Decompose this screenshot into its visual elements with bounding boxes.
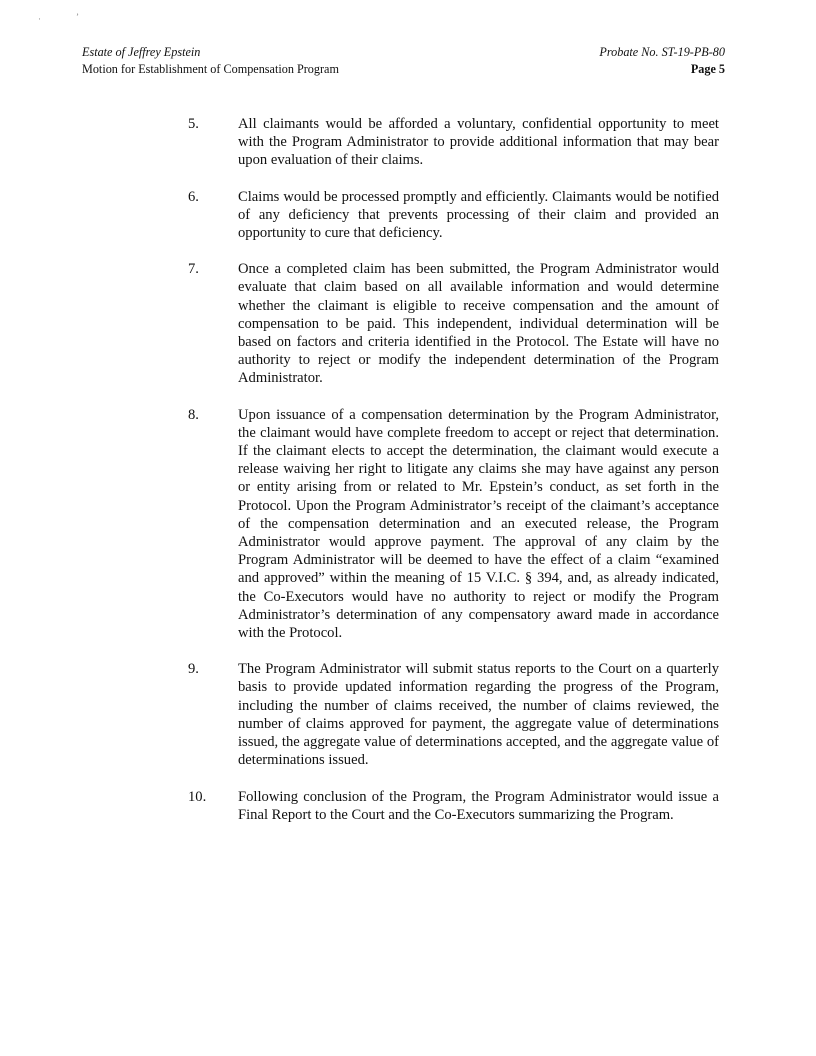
list-item	[188, 660, 719, 769]
item-text: Upon issuance of a compensation determination by the Program Administrator, the claimant would have complete freedom to accept or reject that determination. If the claimant elects to accept the determination, the claimant would execute a release waiving her right to litigate any claims she may have against any person or entity arising from or related to Mr. Epstein’s conduct, as set forth in the Protocol. Upon the Program Administrator’s receipt of the claimant’s acceptance of the compensation determination and an executed release, the Program Administrator would approve payment. The approval of any claim by the Program Administrator will be deemed to have the effect of a claim “examined and approved” within the meaning of 15 V.I.C. § 394, and, as already indicated, the Co-Executors would have no authority to reject or modify the Program Administrator’s determination of any compensatory award made in accordance with the Protocol.	[238, 406, 719, 642]
item-text: The Program Administrator will submit status reports to the Court on a quarterly basis to provide updated information regarding the progress of the Program, including the number of claims received, the number of claims reviewed, the number of claims approved for payment, the aggregate value of determinations issued, the aggregate value of determinations accepted, and the aggregate value of determinations issued.	[238, 661, 719, 769]
probate-number: Probate No. ST-19-PB-80	[599, 45, 725, 59]
item-number: 9.	[188, 661, 199, 678]
list-item	[188, 260, 719, 387]
page-number: Page 5	[690, 61, 725, 76]
document-title: Motion for Establishment of Compensation Program	[82, 61, 339, 76]
scan-mark-tick: ʼ	[76, 12, 79, 22]
item-number: 8.	[188, 406, 199, 423]
item-text: Following conclusion of the Program, the Program Administrator would issue a Final Report to the Court and the Co-Executors summarizing the Program.	[238, 788, 719, 823]
item-number: 10.	[188, 788, 207, 805]
item-text: Claims would be processed promptly and efficiently. Claimants would be notified of any deficiency that prevents processing of their claim and provided an opportunity to cure that deficiency.	[238, 188, 719, 242]
item-text: All claimants would be afforded a voluntary, confidential opportunity to meet with the Program Administrator to provide additional information that may bear upon evaluation of their claims.	[238, 116, 719, 169]
item-number: 7.	[188, 261, 199, 278]
list-item	[188, 788, 719, 824]
header-left	[82, 44, 339, 77]
list-item	[188, 115, 719, 170]
page-header	[82, 44, 725, 84]
numbered-list	[188, 115, 719, 842]
item-number: 5.	[188, 116, 199, 132]
item-text: Once a completed claim has been submitted, the Program Administrator would evaluate that claim based on all available information and would determine whether the claimant is eligible to receive compensation and the amount of compensation to be paid. This independent, individual determination will be based on factors and criteria identified in the Protocol. The Estate will have no authority to reject or modify the independent determination of the Program Administrator.	[238, 261, 719, 387]
list-item	[188, 406, 719, 643]
scan-mark-dot: ·	[38, 14, 41, 24]
item-number: 6.	[188, 188, 199, 205]
header-right	[599, 44, 725, 77]
list-item	[188, 188, 719, 243]
case-name: Estate of Jeffrey Epstein	[82, 45, 201, 59]
